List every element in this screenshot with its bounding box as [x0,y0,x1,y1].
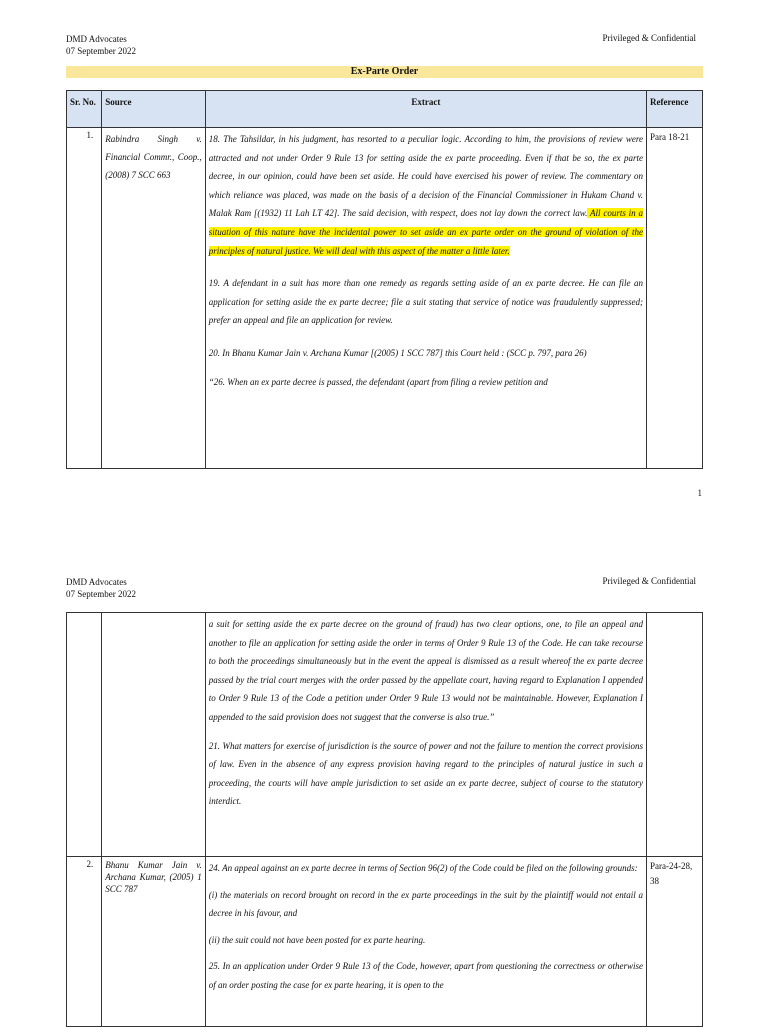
extract-paragraph: 25. In an application under Order 9 Rule 13 of the Code, however, apart from questioning the correctness or otherwise of an order posting the case for ex parte hearing, it is open to the [208,961,644,990]
row-extract [205,128,646,469]
column-header-extract: Extract [205,91,646,128]
row-serial: 2. [67,857,102,1027]
row-source: Rabindra Singh v. Financial Commr., Coop., (2008) 7 SCC 663 [102,128,206,469]
extract-paragraph: 24. An appeal against an ex parte decree in terms of Section 96(2) of the Code could be filed on the following grounds: [208,863,638,873]
page-header-left [66,576,136,600]
highlighted-text: All courts in a situation of this nature have the incidental power to set aside an ex parte order on the ground of violation of the principles of natural justice. We will deal with this aspect of the matter a little later. [208,208,644,256]
extracts-table [66,90,703,469]
confidential-label: Privileged & Confidential [602,33,696,43]
row-extract [205,857,646,1027]
extract-paragraph: a suit for setting aside the ex parte decree on the ground of fraud) has two clear options, one, to file an appeal and another to file an application for setting aside the order in terms of Order 9 Rule 13 of the Code. He can take recourse to both the proceedings simultaneously but in the event the appeal is dismissed as a result whereof the ex parte decree passed by the trial court merges with the order passed by the appellate court, having regard to Explanation I appended to Order 9 Rule 13 of the Code a petition under Order 9 Rule 13 would not be maintainable. However, Explanation I appended to the said provision does not suggest that the converse is also true.” [208,619,644,722]
column-header-source: Source [102,91,206,128]
document-page-2 [0,560,768,1024]
table-row [67,613,703,857]
firm-name: DMD Advocates [66,34,127,44]
row-serial: 1. [67,128,102,469]
extracts-table-continued [66,612,703,1027]
table-row [67,857,703,1027]
extract-paragraph [209,130,643,260]
row-reference: Para 18-21 [647,128,703,469]
extract-paragraph: (ii) the suit could not have been posted for ex parte hearing. [208,934,426,945]
row-source [102,613,206,857]
document-title: Ex-Parte Order [66,66,703,78]
firm-name: DMD Advocates [66,577,127,587]
document-page-1 [0,0,768,510]
extract-paragraph: (i) the materials on record brought on record in the ex parte proceedings in the suit by the plaintiff would not entail a decree in his favour, and [208,889,644,919]
confidential-label: Privileged & Confidential [602,576,696,586]
row-serial [67,613,102,857]
row-extract [205,613,646,857]
table-row [67,128,703,469]
extract-paragraph: 20. In Bhanu Kumar Jain v. Archana Kumar [(2005) 1 SCC 787] this Court held : (SCC p. 797, para 26) [208,347,587,358]
extract-paragraph: 21. What matters for exercise of jurisdiction is the source of power and not the failure to mention the correct provisions of law. Even in the absence of any express provision having regard to the principles of natural justice in such a proceeding, the courts will have ample jurisdiction to set aside an ex parte decree, subject of course to the statutory interdict. [208,740,644,807]
page-number: 1 [697,488,702,498]
row-reference: Para-24-28, 38 [647,857,703,1027]
document-date: 07 September 2022 [66,46,136,56]
row-reference [647,613,703,857]
table-header-row [67,91,703,128]
extract-text: 18. The Tahsildar, in his judgment, has resorted to a peculiar logic. According to him, the provisions of review were attracted and not under Order 9 Rule 13 for setting aside the ex parte proceeding. Even if that be so, the ex parte decree, in our opinion, could have been set aside. He could have exercised his power of review. The commentary on which reliance was placed, was made on the basis of a decision of the Financial Commissioner in Hukam Chand v. Malak Ram [(1932) 11 Lah LT 42]. The said decision, with respect, does not lay down the correct law. [208,134,644,219]
extract-paragraph: 19. A defendant in a suit has more than one remedy as regards setting aside of an ex parte decree. He can file an application for setting aside the ex parte decree; file a suit stating that service of notice was fraudulently suppressed; prefer an appeal and file an application for review. [208,278,644,326]
document-date: 07 September 2022 [66,589,136,599]
column-header-sr: Sr. No. [67,91,102,128]
extract-paragraph: “26. When an ex parte decree is passed, the defendant (apart from filing a review petition and [208,376,548,387]
column-header-reference: Reference [647,91,703,128]
page-header-left [66,33,136,57]
row-source: Bhanu Kumar Jain v. Archana Kumar, (2005) 1 SCC 787 [102,857,206,1027]
